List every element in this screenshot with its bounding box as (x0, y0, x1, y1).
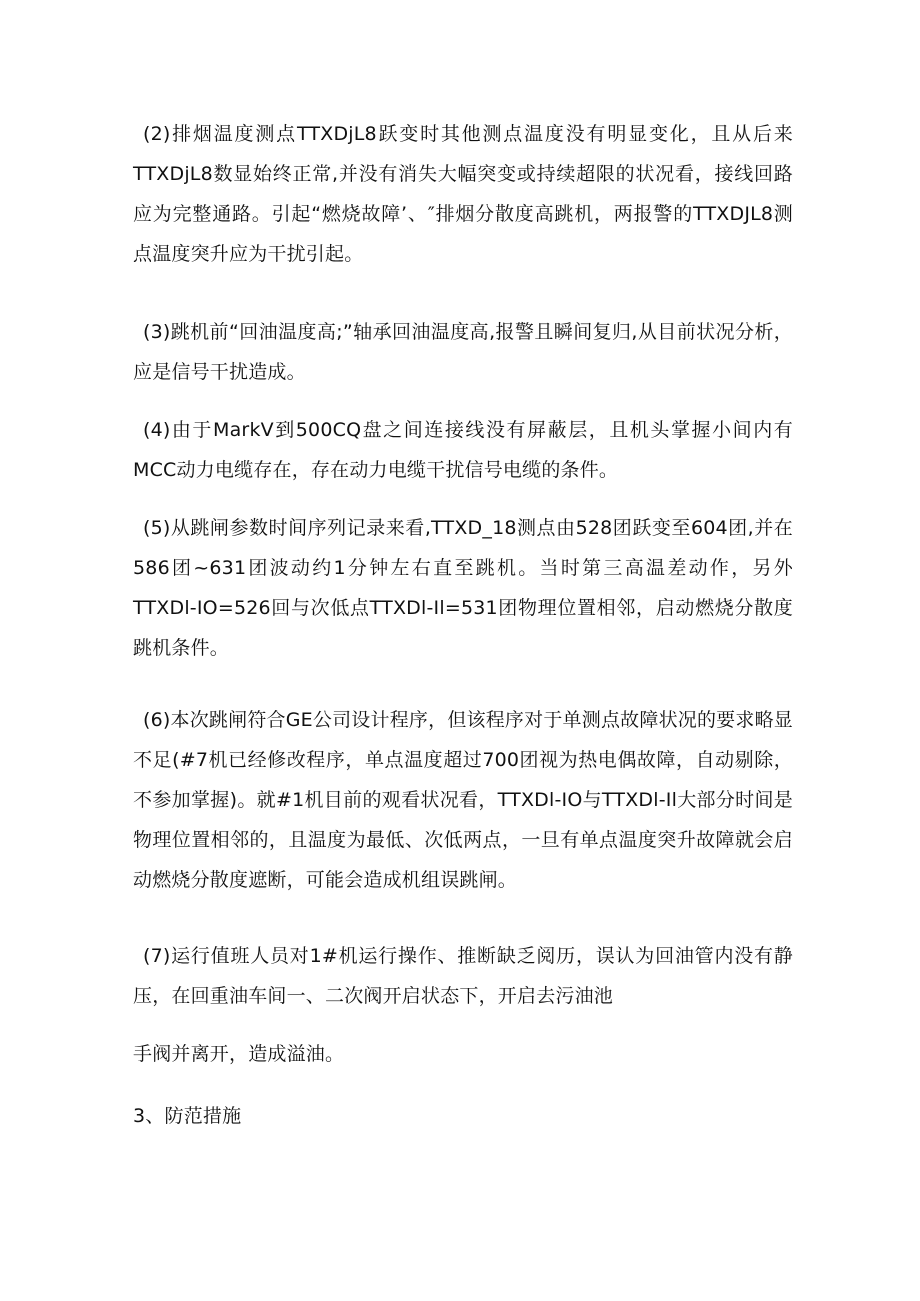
paragraph-4: (4)由于MarkV到500CQ盘之间连接线没有屏蔽层，且机头掌握小间内有MCC动力电缆存在，存在动力电缆干扰信号电缆的条件。 (133, 419, 793, 481)
paragraph-6: (6)本次跳闸符合GE公司设计程序，但该程序对于单测点故障状况的要求略显不足(#7机已经修改程序，单点温度超过700团视为热电偶故障，自动剔除，不参加掌握)。就#1机目前的观看状况看，TTXDl-IO与TTXDl-Il大部分时间是物理位置相邻的，且温度为最低、次低两点，一旦有单点温度突升故障就会启动燃烧分散度遮断，可能会造成机组误跳闸。 (133, 709, 793, 891)
paragraph-7-continuation: 手阀并离开，造成溢油。 (133, 1043, 345, 1065)
paragraph-7: (7)运行值班人员对1#机运行操作、推断缺乏阅历，误认为回油管内没有静压，在回重油车间一、二次阀开启状态下，开启去污油池 (133, 945, 793, 1007)
paragraph-5: (5)从跳闸参数时间序列记录来看,TTXD_18测点由528团跃变至604团,并在586团~631团波动约1分钟左右直至跳机。当时第三高温差动作，另外TTXDl-IO=526回与次低点TTXDl-Il=531团物理位置相邻，启动燃烧分散度跳机条件。 (133, 517, 793, 659)
paragraph-3: (3)跳机前“回油温度高;”轴承回油温度高,报警且瞬间复归,从目前状况分析，应是信号干扰造成。 (133, 321, 793, 383)
paragraph-2: (2)排烟温度测点TTXDjL8跃变时其他测点温度没有明显变化，且从后来TTXDjL8数显始终正常,并没有消失大幅突变或持续超限的状况看，接线回路应为完整通路。引起“燃烧故障’、″排烟分散度高跳机，两报警的TTXDJL8测点温度突升应为干扰引起。 (133, 123, 793, 265)
section-heading: 3、防范措施 (133, 1105, 242, 1127)
